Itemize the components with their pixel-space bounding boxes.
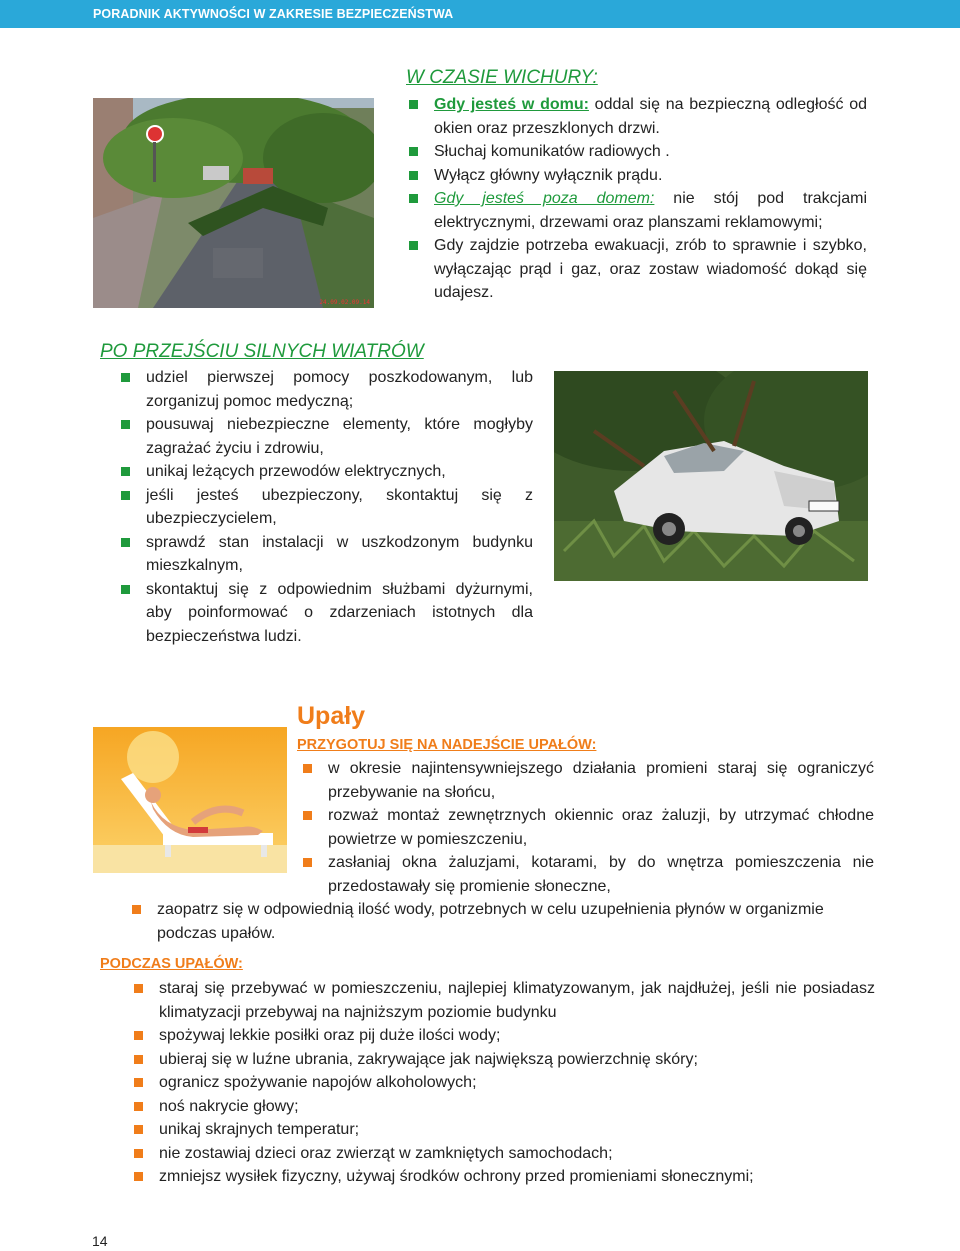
list-item-text: Słuchaj komunikatów radiowych .	[434, 143, 670, 160]
list-item-text: Wyłącz główny wyłącznik prądu.	[434, 166, 663, 184]
list-item	[406, 234, 867, 305]
list-item: noś nakrycie głowy;	[131, 1095, 875, 1119]
przygotuj-last-list	[129, 898, 875, 945]
list-item: spożywaj lekkie posiłki oraz pij duże ilości wody;	[131, 1024, 875, 1048]
list-item: unikaj skrajnych temperatur;	[131, 1118, 875, 1142]
list-item: staraj się przebywać w pomieszczeniu, najlepiej klimatyzowanym, jak najdłużej, jeśli nie posiadasz klimatyzacji przebywaj na najniższym poziomie budynku	[131, 977, 875, 1024]
wichura-list	[406, 93, 867, 305]
list-item: sprawdź stan instalacji w uszkodzonym budynku mieszkalnym,	[118, 531, 533, 578]
po-wiatrach-heading: PO PRZEJŚCIU SILNYCH WIATRÓW	[100, 341, 424, 362]
crashed-car-photo	[554, 371, 868, 581]
list-item-text: oddal się na bezpieczną odległość od okien oraz przeszklonych drzwi.	[434, 96, 867, 137]
list-item: udziel pierwszej pomocy poszkodowanym, lub zorganizuj pomoc medyczną;	[118, 366, 533, 413]
list-item-text: Gdy zajdzie potrzeba ewakuacji, zrób to sprawnie i szybko, wyłączając prąd i gaz, oraz zostaw wiadomość dokąd się udajesz.	[434, 237, 867, 301]
list-item: unikaj leżących przewodów elektrycznych,	[118, 460, 533, 484]
photo-timestamp: 24.09.02.09.14	[319, 299, 370, 306]
list-item	[406, 164, 867, 188]
list-item: nie zostawiaj dzieci oraz zwierząt w zamkniętych samochodach;	[131, 1142, 875, 1166]
list-item: ogranicz spożywanie napojów alkoholowych;	[131, 1071, 875, 1095]
list-item-lead: Gdy jesteś w domu:	[434, 96, 589, 113]
list-item: jeśli jesteś ubezpieczony, skontaktuj się z ubezpieczycielem,	[118, 484, 533, 531]
list-item: zasłaniaj okna żaluzjami, kotarami, by do wnętrza pomieszczenia nie przedostawały się promienie słoneczne,	[300, 851, 874, 898]
list-item: zmniejsz wysiłek fizyczny, używaj środków ochrony przed promieniami słonecznymi;	[131, 1165, 875, 1189]
list-item: w okresie najintensywniejszego działania promieni staraj się ograniczyć przebywanie na słońcu,	[300, 757, 874, 804]
przygotuj-heading: PRZYGOTUJ SIĘ NA NADEJŚCIE UPAŁÓW:	[297, 737, 597, 753]
list-item: rozważ montaż zewnętrznych okiennic oraz żaluzji, by utrzymać chłodne powietrze w pomieszczeniu,	[300, 804, 874, 851]
list-item: ubieraj się w luźne ubrania, zakrywające jak największą powierzchnię skóry;	[131, 1048, 875, 1072]
page-number: 14	[92, 1233, 108, 1249]
po-wiatrach-list	[118, 366, 533, 648]
upaly-title: Upały	[297, 702, 366, 730]
fallen-tree-street-photo	[93, 98, 374, 308]
list-item	[406, 140, 867, 164]
list-item-text: nie stój pod trakcjami elektrycznymi, drzewami oraz planszami reklamowymi;	[434, 190, 868, 231]
przygotuj-list	[300, 757, 874, 898]
list-item: zaopatrz się w odpowiednią ilość wody, potrzebnych w celu uzupełnienia płynów w organizmie podczas upałów.	[129, 898, 875, 945]
sunbather-illustration	[93, 727, 287, 873]
wichura-heading: W CZASIE WICHURY:	[406, 67, 598, 88]
list-item: skontaktuj się z odpowiednim służbami dyżurnymi, aby poinformować o zdarzeniach istotnych dla bezpieczeństwa ludzi.	[118, 578, 533, 649]
list-item-lead: Gdy jesteś poza domem:	[434, 190, 655, 207]
header-title: PORADNIK AKTYWNOŚCI W ZAKRESIE BEZPIECZEŃSTWA	[93, 7, 454, 21]
podczas-list	[131, 977, 875, 1189]
list-item	[406, 93, 867, 140]
podczas-heading: PODCZAS UPAŁÓW:	[100, 956, 243, 972]
list-item: pousuwaj niebezpieczne elementy, które mogłyby zagrażać życiu i zdrowiu,	[118, 413, 533, 460]
list-item	[406, 187, 867, 234]
